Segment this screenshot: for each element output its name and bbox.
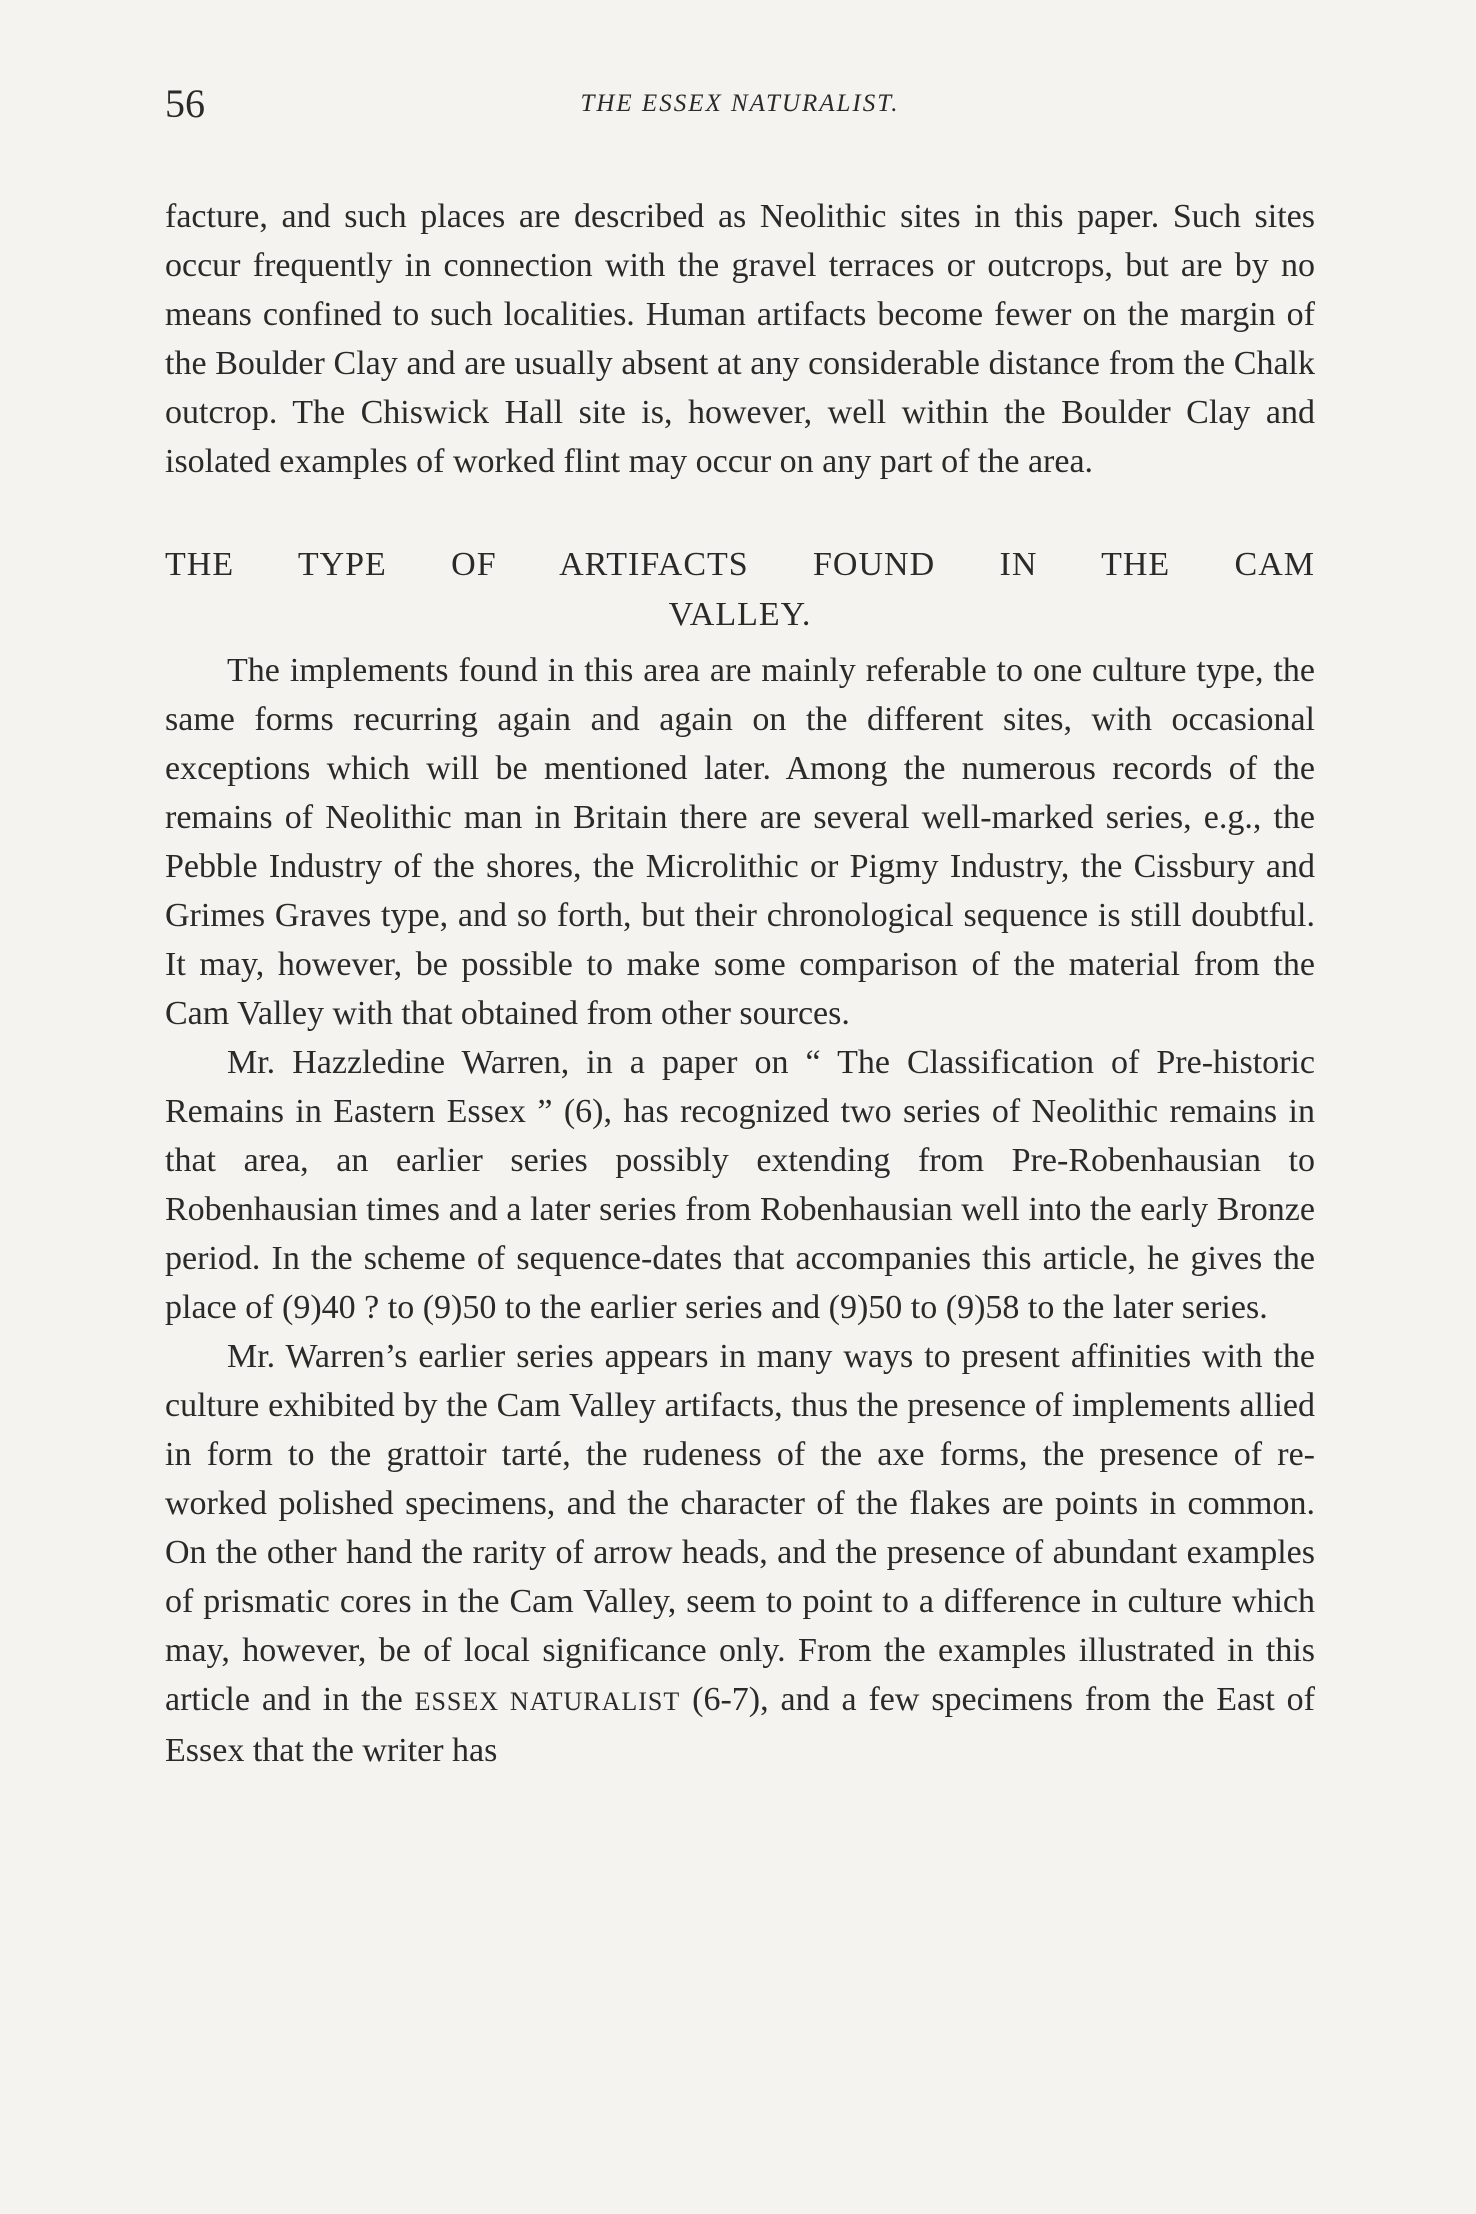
paragraph-4-text-a: Mr. Warren’s earlier series appears in many ways to present affinities with the culture exhibited by the Cam Valley artifacts, thus the presence of implements allied in form to the grattoir tarté, the rudeness of the axe forms, the presence of re-worked polished specimens, and the character of the flakes are points in common. On the other hand the rarity of arrow heads, and the presence of abundant examples of prismatic cores in the Cam Valley, seem to point to a difference in culture which may, however, be of local significance only. From the examples illustrated in this article and in the [165, 1338, 1315, 1718]
paragraph-3: Mr. Hazzledine Warren, in a paper on “ The Classification of Pre-historic Remains in Eastern Essex ” (6), has recognized two series of Neolithic remains in that area, an earlier series possibly extending from Pre-Robenhausian to Robenhausian times and a later series from Robenhausian well into the early Bronze period. In the scheme of sequence-dates that accompanies this article, he gives the place of (9)40 ? to (9)50 to the earlier series and (9)50 to (9)58 to the later series. [165, 1044, 1315, 1326]
section-heading [165, 540, 1315, 640]
running-head [165, 80, 1315, 140]
paragraph-2: The implements found in this area are mainly referable to one culture type, the same forms recurring again and again on the different sites, with occasional exceptions which will be mentioned later. Among the numerous records of the remains of Neolithic man in Britain there are several well-marked series, e.g., the Pebble Industry of the shores, the Microlithic or Pigmy Industry, the Cissbury and Grimes Graves type, and so forth, but their chronological sequence is still doubtful. It may, however, be possible to make some comparison of the material from the Cam Valley with that obtained from other sources. [165, 652, 1315, 1032]
paragraph-4-text-b: (6-7), and a few specimens from the East of Essex that the writer has [165, 1681, 1316, 1769]
paragraph-4 [165, 1332, 1315, 1775]
document-page [165, 80, 1315, 1775]
page-number: 56 [165, 81, 205, 126]
paragraph-1: facture, and such places are described as Neolithic sites in this paper. Such sites occur frequently in connection with the gravel terraces or outcrops, but are by no means confined to such localities. Human artifacts become fewer on the margin of the Boulder Clay and are usually absent at any considerable distance from the Chalk outcrop. The Chiswick Hall site is, however, well within the Boulder Clay and isolated examples of worked flint may occur on any part of the area. [165, 198, 1315, 480]
running-title: THE ESSEX NATURALIST. [580, 90, 900, 117]
section-heading-line-1: THE TYPE OF ARTIFACTS FOUND IN THE CAM [165, 546, 1315, 583]
section-heading-line-2: VALLEY. [668, 596, 812, 633]
journal-title-small-caps: ESSEX NATURALIST [414, 1687, 681, 1716]
